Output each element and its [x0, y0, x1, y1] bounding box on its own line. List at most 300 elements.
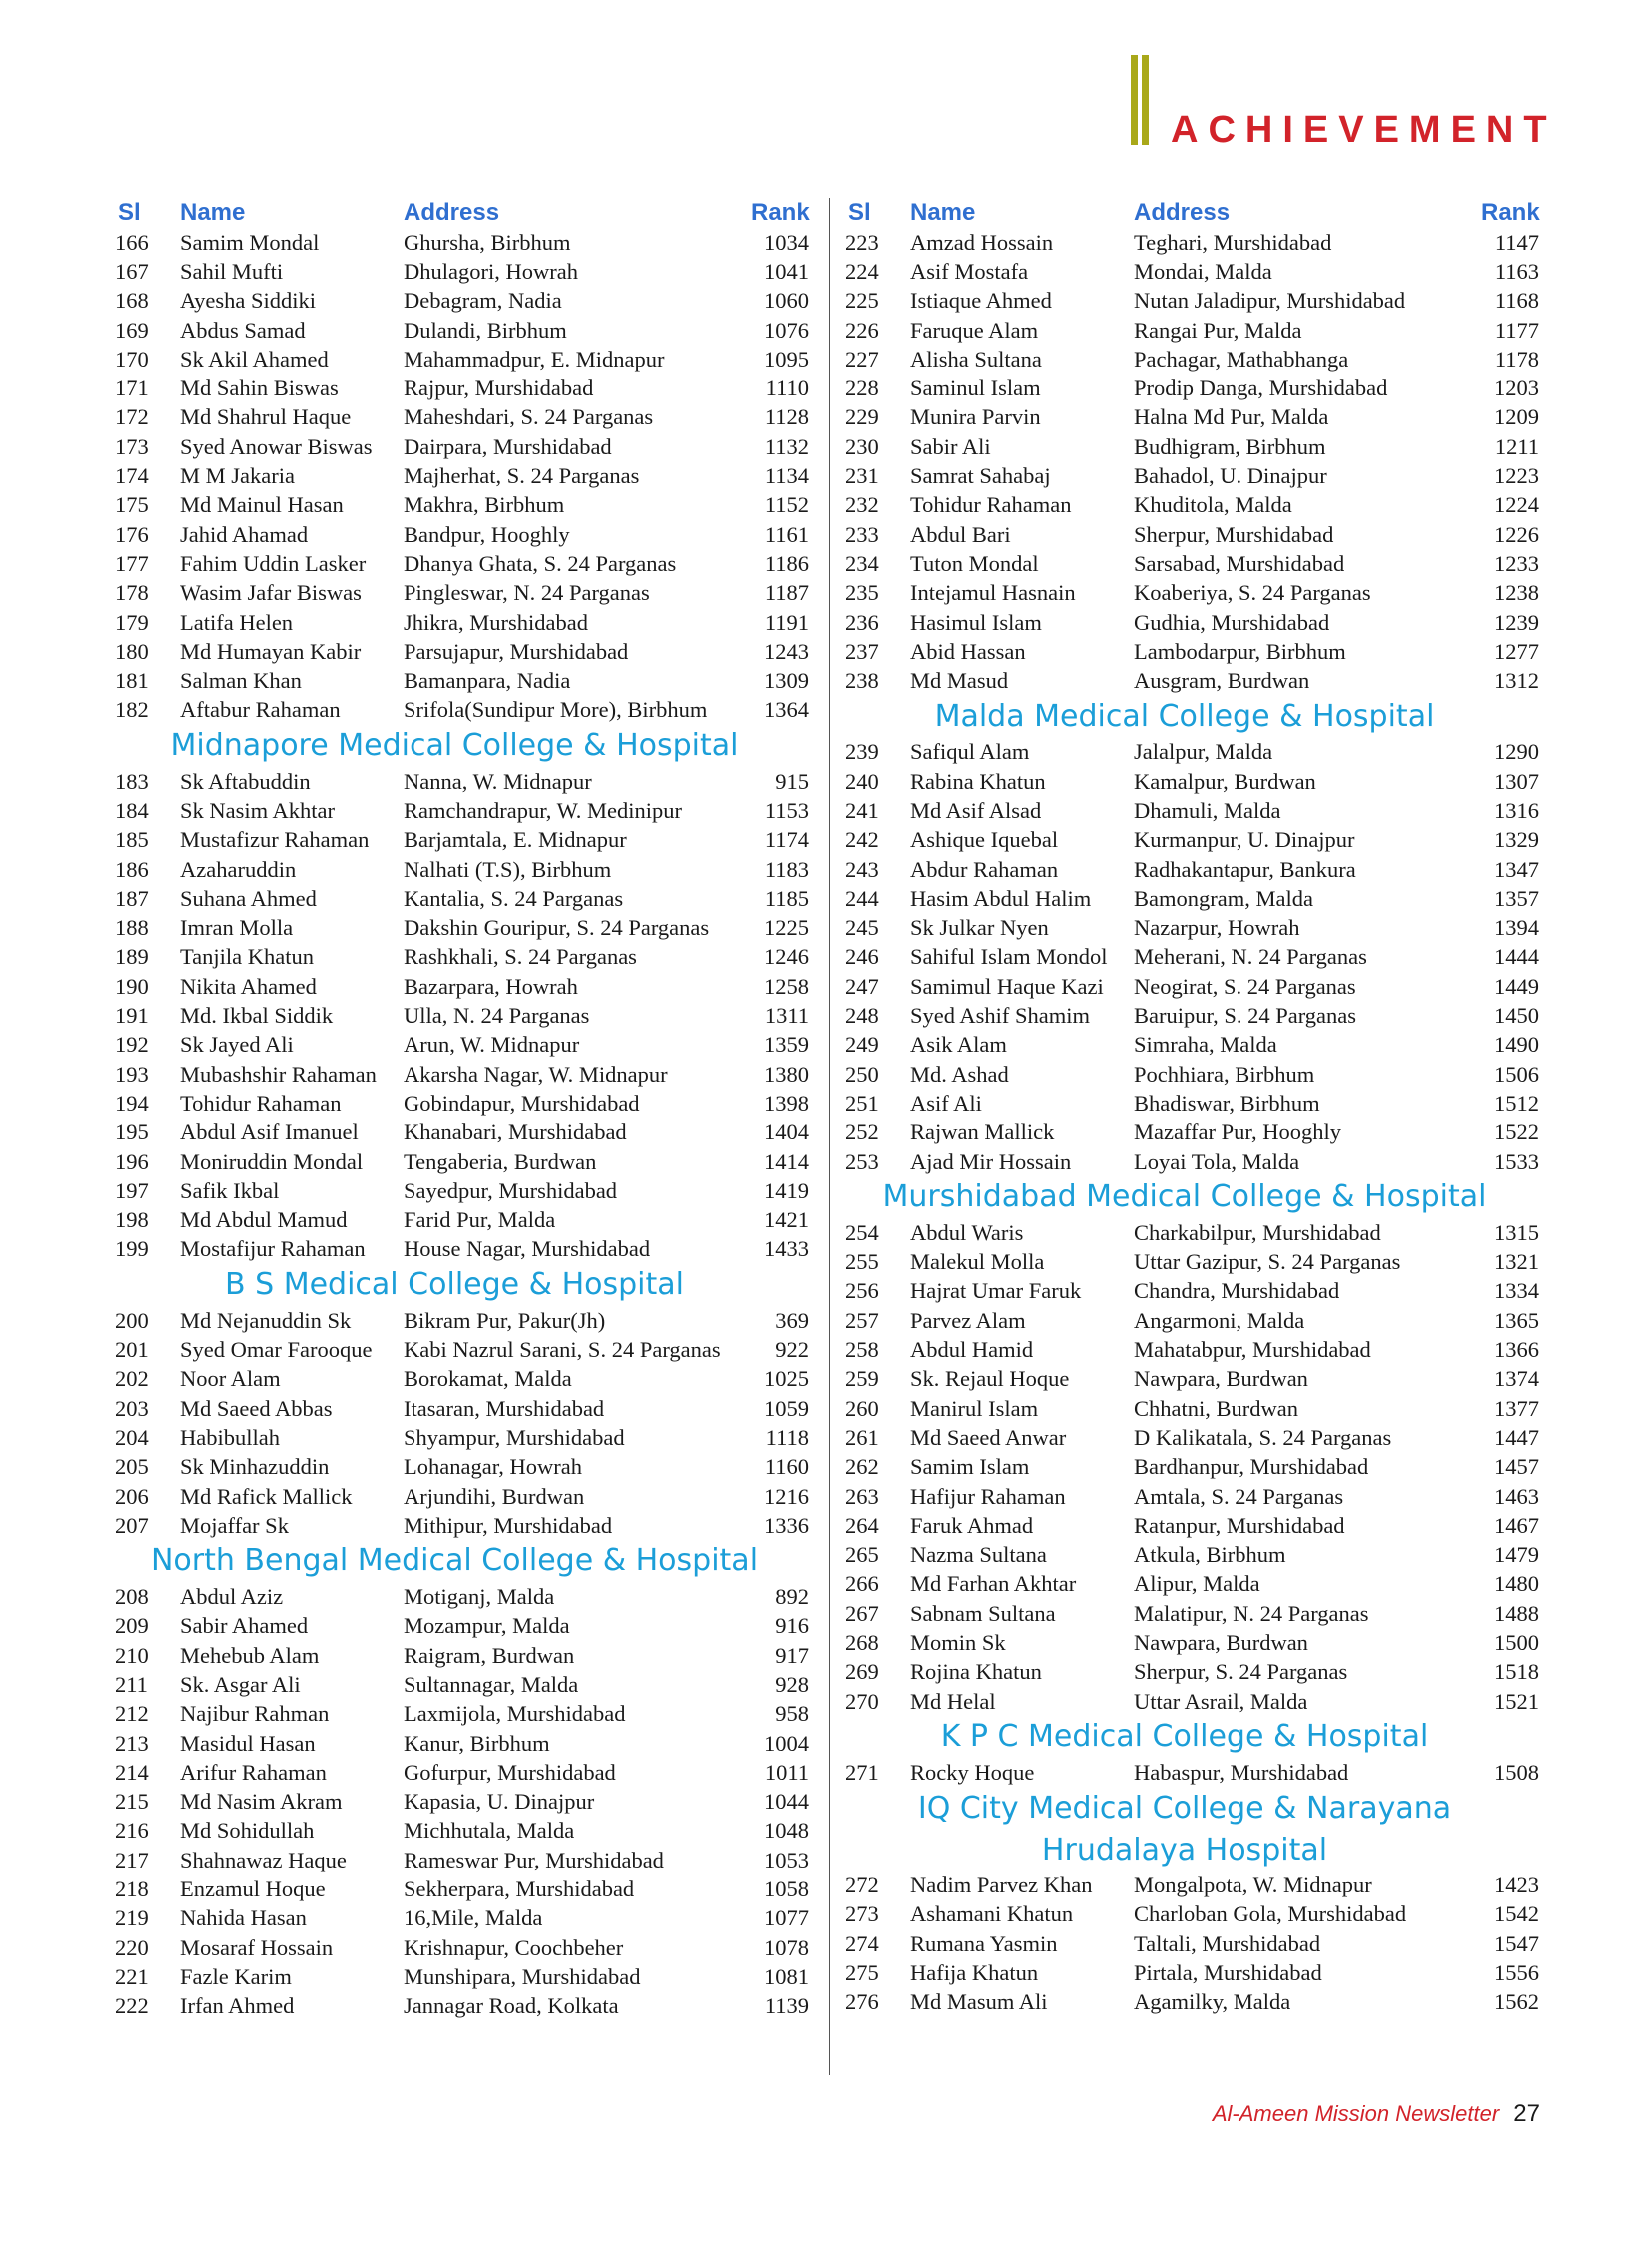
row-name: Md Shahrul Haque: [180, 404, 352, 430]
row-address: Parsujapur, Murshidabad: [404, 638, 629, 664]
table-row: [845, 914, 1544, 943]
table-row: [115, 1482, 814, 1511]
row-rank: 1187: [764, 580, 809, 606]
table-row: [115, 1788, 814, 1817]
row-rank: 1110: [765, 375, 809, 401]
row-name: Noor Alam: [180, 1366, 281, 1392]
row-address: Chandra, Murshidabad: [1134, 1278, 1340, 1304]
row-sl: 255: [845, 1249, 879, 1275]
row-rank: 1347: [1494, 856, 1539, 882]
row-name: Md. Ikbal Siddik: [180, 1003, 334, 1029]
table-row: [845, 1248, 1544, 1277]
row-rank: 1044: [764, 1789, 809, 1815]
row-address: Bardhanpur, Murshidabad: [1134, 1454, 1369, 1480]
row-address: Budhigram, Birbhum: [1134, 433, 1326, 459]
table-row: [115, 1846, 814, 1874]
row-name: Sabnam Sultana: [910, 1600, 1056, 1626]
row-sl: 275: [845, 1960, 879, 1986]
row-rank: 1366: [1494, 1337, 1539, 1363]
table-row: [845, 1871, 1544, 1900]
row-sl: 226: [845, 317, 879, 343]
row-address: Ratanpur, Murshidabad: [1134, 1512, 1345, 1538]
row-name: Sabir Ahamed: [180, 1613, 309, 1639]
row-rank: 1398: [764, 1090, 809, 1116]
row-sl: 274: [845, 1930, 879, 1956]
row-rank: 1488: [1494, 1600, 1539, 1626]
row-name: Md Nasim Akram: [180, 1789, 343, 1815]
row-rank: 1359: [764, 1032, 809, 1058]
row-sl: 169: [115, 317, 149, 343]
row-name: Md Saeed Abbas: [180, 1395, 333, 1421]
row-address: Angarmoni, Malda: [1134, 1307, 1305, 1333]
row-address: Pirtala, Murshidabad: [1134, 1960, 1322, 1986]
row-address: Ghursha, Birbhum: [404, 229, 571, 255]
row-sl: 220: [115, 1934, 149, 1960]
table-row: [845, 637, 1544, 666]
row-sl: 213: [115, 1730, 149, 1756]
row-name: Malekul Molla: [910, 1249, 1045, 1275]
row-address: Bhadiswar, Birbhum: [1134, 1090, 1320, 1116]
table-row: [845, 1511, 1544, 1540]
row-name: Samim Islam: [910, 1454, 1030, 1480]
row-rank: 369: [775, 1307, 809, 1333]
row-name: Hajrat Umar Faruk: [910, 1278, 1082, 1304]
table-row: [115, 1511, 814, 1540]
row-sl: 239: [845, 739, 879, 765]
row-rank: 1312: [1494, 668, 1539, 694]
table-row: [845, 767, 1544, 796]
row-name: Mubashshir Rahaman: [180, 1061, 377, 1087]
row-sl: 172: [115, 404, 149, 430]
row-sl: 214: [115, 1759, 149, 1785]
row-address: Farid Pur, Malda: [404, 1207, 556, 1233]
row-name: Sk Minhazuddin: [180, 1454, 330, 1480]
row-sl: 181: [115, 668, 149, 694]
row-sl: 234: [845, 550, 879, 576]
row-name: Faruque Alam: [910, 317, 1039, 343]
table-row: [845, 855, 1544, 884]
row-sl: 240: [845, 768, 879, 794]
row-address: Dakshin Gouripur, S. 24 Parganas: [404, 915, 710, 941]
row-name: Mustafizur Rahaman: [180, 827, 370, 853]
table-row: [845, 491, 1544, 520]
row-sl: 265: [845, 1542, 879, 1568]
row-address: Nalhati (T.S), Birbhum: [404, 856, 612, 882]
row-rank: 1118: [765, 1424, 809, 1450]
row-name: Tohidur Rahaman: [180, 1090, 342, 1116]
row-rank: 1533: [1494, 1148, 1539, 1174]
row-name: Hafijur Rahaman: [910, 1483, 1066, 1509]
row-name: Sk. Rejaul Hoque: [910, 1366, 1070, 1392]
row-sl: 208: [115, 1584, 149, 1610]
row-sl: 168: [115, 288, 149, 314]
row-rank: 1419: [764, 1177, 809, 1203]
header-name: Name: [180, 199, 246, 226]
row-rank: 1060: [764, 288, 809, 314]
row-name: Ashique Iquebal: [910, 827, 1059, 853]
row-name: Sk Jayed Ali: [180, 1032, 294, 1058]
row-address: Loyai Tola, Malda: [1134, 1148, 1300, 1174]
row-name: Momin Sk: [910, 1630, 1006, 1655]
table-row: [115, 637, 814, 666]
table-row: [845, 1277, 1544, 1306]
row-address: Bamongram, Malda: [1134, 885, 1313, 911]
row-address: Pochhiara, Birbhum: [1134, 1061, 1315, 1087]
row-name: Rocky Hoque: [910, 1759, 1035, 1785]
row-sl: 209: [115, 1613, 149, 1639]
row-rank: 1186: [764, 550, 809, 576]
row-name: Alisha Sultana: [910, 346, 1042, 372]
row-name: Suhana Ahmed: [180, 885, 317, 911]
row-sl: 203: [115, 1395, 149, 1421]
row-address: Raigram, Burdwan: [404, 1642, 575, 1668]
row-sl: 191: [115, 1003, 149, 1029]
row-sl: 231: [845, 463, 879, 489]
row-address: Itasaran, Murshidabad: [404, 1395, 605, 1421]
table-row: [115, 796, 814, 825]
row-sl: 254: [845, 1219, 879, 1245]
table-header: [845, 198, 1544, 228]
table-row: [115, 943, 814, 972]
table-row: [845, 1306, 1544, 1335]
table-row: [115, 1306, 814, 1335]
table-row: [845, 1658, 1544, 1687]
section-heading-line: Midnapore Medical College & Hospital: [170, 728, 739, 764]
row-sl: 189: [115, 944, 149, 970]
row-rank: 1336: [764, 1512, 809, 1538]
row-sl: 177: [115, 550, 149, 576]
row-address: Rameswar Pur, Murshidabad: [404, 1847, 664, 1872]
row-address: Munshipara, Murshidabad: [404, 1963, 641, 1989]
table-row: [845, 943, 1544, 972]
table-row: [115, 1394, 814, 1423]
table-row: [845, 1365, 1544, 1394]
table-row: [115, 1992, 814, 2021]
table-row: [845, 1988, 1544, 2017]
table-row: [845, 1628, 1544, 1657]
row-rank: 1542: [1494, 1901, 1539, 1927]
row-sl: 207: [115, 1512, 149, 1538]
row-address: Sarsabad, Murshidabad: [1134, 550, 1345, 576]
row-address: Debagram, Nadia: [404, 288, 562, 314]
row-rank: 1394: [1494, 915, 1539, 941]
table-row: [845, 1423, 1544, 1452]
row-address: Laxmijola, Murshidabad: [404, 1701, 626, 1727]
table-row: [845, 666, 1544, 695]
row-name: Arifur Rahaman: [180, 1759, 327, 1785]
row-sl: 228: [845, 375, 879, 401]
row-name: Tuton Mondal: [910, 550, 1039, 576]
row-address: Lambodarpur, Birbhum: [1134, 638, 1346, 664]
row-rank: 1183: [764, 856, 809, 882]
row-name: Md Masud: [910, 668, 1009, 694]
college-section-heading: [115, 1540, 794, 1582]
row-name: Md Asif Alsad: [910, 797, 1042, 823]
row-name: Samim Mondal: [180, 229, 320, 255]
row-rank: 1444: [1494, 944, 1539, 970]
column-divider: [829, 198, 830, 2075]
row-address: Rajpur, Murshidabad: [404, 375, 594, 401]
row-name: Nahida Hasan: [180, 1905, 307, 1931]
row-rank: 1034: [764, 229, 809, 255]
row-rank: 1134: [764, 463, 809, 489]
row-sl: 264: [845, 1512, 879, 1538]
header-rank: Rank: [751, 199, 810, 226]
row-name: Fahim Uddin Lasker: [180, 550, 367, 576]
row-sl: 236: [845, 609, 879, 635]
row-sl: 210: [115, 1642, 149, 1668]
row-address: Taltali, Murshidabad: [1134, 1930, 1321, 1956]
accent-bar: [1131, 55, 1138, 145]
table-row: [115, 666, 814, 695]
row-address: Prodip Danga, Murshidabad: [1134, 375, 1388, 401]
table-row: [115, 855, 814, 884]
publication-name: Al-Ameen Mission Newsletter: [1212, 2101, 1500, 2126]
row-address: Gudhia, Murshidabad: [1134, 609, 1330, 635]
table-row: [845, 608, 1544, 637]
row-rank: 1191: [764, 609, 809, 635]
row-name: Asif Mostafa: [910, 258, 1029, 284]
row-rank: 1025: [764, 1366, 809, 1392]
row-rank: 1081: [764, 1963, 809, 1989]
row-name: Nadim Parvez Khan: [910, 1872, 1093, 1898]
table-row: [845, 1394, 1544, 1423]
row-rank: 1059: [764, 1395, 809, 1421]
table-row: [115, 1031, 814, 1060]
row-address: Khanabari, Murshidabad: [404, 1120, 627, 1145]
table-row: [845, 1758, 1544, 1787]
table-row: [115, 1729, 814, 1758]
row-sl: 211: [115, 1672, 148, 1697]
page-number: 27: [1513, 2100, 1540, 2127]
row-name: Faruk Ahmad: [910, 1512, 1034, 1538]
row-rank: 1224: [1494, 492, 1539, 518]
row-address: Borokamat, Malda: [404, 1366, 572, 1392]
row-sl: 237: [845, 638, 879, 664]
row-sl: 201: [115, 1337, 149, 1363]
row-rank: 1374: [1494, 1366, 1539, 1392]
row-address: Meherani, N. 24 Parganas: [1134, 944, 1367, 970]
row-address: Nutan Jaladipur, Murshidabad: [1134, 288, 1406, 314]
table-row: [115, 1176, 814, 1205]
row-rank: 915: [775, 768, 809, 794]
row-name: Samimul Haque Kazi: [910, 973, 1104, 999]
row-rank: 1147: [1494, 229, 1539, 255]
row-sl: 232: [845, 492, 879, 518]
row-name: Ayesha Siddiki: [180, 288, 317, 314]
section-heading-line: Hrudalaya Hospital: [1041, 1832, 1328, 1868]
table-row: [115, 403, 814, 432]
row-sl: 270: [845, 1688, 879, 1714]
row-rank: 916: [775, 1613, 809, 1639]
row-address: Sayedpur, Murshidabad: [404, 1177, 618, 1203]
college-section-heading: [845, 1788, 1524, 1871]
row-name: Abdul Asif Imanuel: [180, 1120, 359, 1145]
row-address: Mongalpota, W. Midnapur: [1134, 1872, 1372, 1898]
row-sl: 195: [115, 1120, 149, 1145]
table-row: [845, 1031, 1544, 1060]
table-row: [115, 608, 814, 637]
row-address: Simraha, Malda: [1134, 1032, 1277, 1058]
row-address: Rangai Pur, Malda: [1134, 317, 1302, 343]
row-rank: 1449: [1494, 973, 1539, 999]
row-name: Munira Parvin: [910, 404, 1041, 430]
row-name: Masidul Hasan: [180, 1730, 316, 1756]
row-address: Mazaffar Pur, Hooghly: [1134, 1120, 1342, 1145]
section-heading-line: Murshidabad Medical College & Hospital: [882, 1179, 1487, 1215]
row-name: Md Nejanuddin Sk: [180, 1307, 352, 1333]
row-name: Asik Alam: [910, 1032, 1007, 1058]
row-sl: 252: [845, 1120, 879, 1145]
row-sl: 261: [845, 1424, 879, 1450]
table-row: [115, 1335, 814, 1364]
row-rank: 1243: [764, 638, 809, 664]
row-rank: 1174: [764, 827, 809, 853]
row-rank: 1163: [1494, 258, 1539, 284]
row-rank: 1077: [764, 1905, 809, 1931]
row-rank: 1177: [1494, 317, 1539, 343]
row-rank: 1490: [1494, 1032, 1539, 1058]
row-name: Mojaffar Sk: [180, 1512, 289, 1538]
row-sl: 170: [115, 346, 149, 372]
table-row: [115, 1874, 814, 1903]
row-address: Dulandi, Birbhum: [404, 317, 567, 343]
row-sl: 227: [845, 346, 879, 372]
row-sl: 187: [115, 885, 149, 911]
row-sl: 271: [845, 1759, 879, 1785]
row-address: Sultannagar, Malda: [404, 1672, 579, 1697]
row-name: Enzamul Hoque: [180, 1876, 326, 1902]
row-name: Parvez Alam: [910, 1307, 1026, 1333]
row-address: Jannagar Road, Kolkata: [404, 1993, 619, 2019]
row-address: D Kalikatala, S. 24 Parganas: [1134, 1424, 1392, 1450]
table-row: [115, 1206, 814, 1235]
page-footer: [1213, 2100, 1540, 2128]
row-name: Nazma Sultana: [910, 1542, 1047, 1568]
row-name: Syed Anowar Biswas: [180, 433, 373, 459]
row-address: Mahatabpur, Murshidabad: [1134, 1337, 1371, 1363]
row-rank: 1380: [764, 1061, 809, 1087]
row-rank: 1203: [1494, 375, 1539, 401]
table-row: [115, 345, 814, 374]
right-column: [845, 198, 1544, 2017]
row-rank: 1178: [1494, 346, 1539, 372]
row-name: Sk Aftabuddin: [180, 768, 311, 794]
table-row: [845, 316, 1544, 345]
row-address: Barjamtala, E. Midnapur: [404, 827, 627, 853]
row-rank: 1004: [764, 1730, 809, 1756]
row-sl: 233: [845, 521, 879, 547]
row-sl: 241: [845, 797, 879, 823]
row-sl: 188: [115, 915, 149, 941]
header-address: Address: [1134, 199, 1231, 226]
row-address: Kapasia, U. Dinajpur: [404, 1789, 595, 1815]
table-row: [845, 1147, 1544, 1176]
row-name: Latifa Helen: [180, 609, 294, 635]
row-sl: 258: [845, 1337, 879, 1363]
row-rank: 1309: [764, 668, 809, 694]
row-rank: 1521: [1494, 1688, 1539, 1714]
row-name: Najibur Rahman: [180, 1701, 330, 1727]
row-address: Shyampur, Murshidabad: [404, 1424, 625, 1450]
row-address: Charkabilpur, Murshidabad: [1134, 1219, 1381, 1245]
row-address: Neogirat, S. 24 Parganas: [1134, 973, 1356, 999]
row-address: Tengaberia, Burdwan: [404, 1148, 597, 1174]
row-rank: 917: [775, 1642, 809, 1668]
row-rank: 1209: [1494, 404, 1539, 430]
row-sl: 218: [115, 1876, 149, 1902]
row-sl: 212: [115, 1701, 149, 1727]
college-section-heading: [845, 1176, 1524, 1218]
row-rank: 1238: [1494, 580, 1539, 606]
row-name: Saminul Islam: [910, 375, 1041, 401]
row-rank: 1508: [1494, 1759, 1539, 1785]
table-row: [845, 1001, 1544, 1030]
row-address: Gofurpur, Murshidabad: [404, 1759, 616, 1785]
row-name: Sabir Ali: [910, 433, 991, 459]
row-name: Tohidur Rahaman: [910, 492, 1072, 518]
row-address: Mahammadpur, E. Midnapur: [404, 346, 665, 372]
row-sl: 242: [845, 827, 879, 853]
row-address: Alipur, Malda: [1134, 1571, 1260, 1597]
table-row: [115, 1365, 814, 1394]
row-sl: 257: [845, 1307, 879, 1333]
row-sl: 186: [115, 856, 149, 882]
table-row: [845, 1687, 1544, 1716]
row-sl: 202: [115, 1366, 149, 1392]
row-address: Arjundihi, Burdwan: [404, 1483, 585, 1509]
row-rank: 892: [775, 1584, 809, 1610]
table-row: [845, 374, 1544, 402]
row-name: Shahnawaz Haque: [180, 1847, 347, 1872]
row-sl: 248: [845, 1003, 879, 1029]
row-address: Kurmanpur, U. Dinajpur: [1134, 827, 1355, 853]
row-rank: 1463: [1494, 1483, 1539, 1509]
row-address: Makhra, Birbhum: [404, 492, 565, 518]
row-rank: 1161: [764, 521, 809, 547]
row-name: Sahil Mufti: [180, 258, 284, 284]
row-address: Teghari, Murshidabad: [1134, 229, 1332, 255]
row-rank: 1216: [764, 1483, 809, 1509]
row-sl: 166: [115, 229, 149, 255]
row-name: Habibullah: [180, 1424, 280, 1450]
table-row: [845, 1453, 1544, 1482]
table-row: [115, 1453, 814, 1482]
row-rank: 1522: [1494, 1120, 1539, 1145]
row-rank: 1041: [764, 258, 809, 284]
row-sl: 263: [845, 1483, 879, 1509]
college-section-heading: [115, 1264, 794, 1306]
table-row: [845, 1482, 1544, 1511]
row-address: Uttar Asrail, Malda: [1134, 1688, 1308, 1714]
row-sl: 225: [845, 288, 879, 314]
row-sl: 199: [115, 1236, 149, 1262]
table-row: [845, 796, 1544, 825]
table-row: [845, 1540, 1544, 1569]
row-name: Wasim Jafar Biswas: [180, 580, 362, 606]
row-rank: 1450: [1494, 1003, 1539, 1029]
row-rank: 922: [775, 1337, 809, 1363]
row-name: Sk Nasim Akhtar: [180, 797, 335, 823]
row-address: Jhikra, Murshidabad: [404, 609, 588, 635]
table-row: [115, 1423, 814, 1452]
row-rank: 1160: [764, 1454, 809, 1480]
row-address: Ramchandrapur, W. Medinipur: [404, 797, 683, 823]
row-rank: 1457: [1494, 1454, 1539, 1480]
table-row: [115, 1962, 814, 1991]
row-sl: 256: [845, 1278, 879, 1304]
row-address: Charloban Gola, Murshidabad: [1134, 1901, 1407, 1927]
